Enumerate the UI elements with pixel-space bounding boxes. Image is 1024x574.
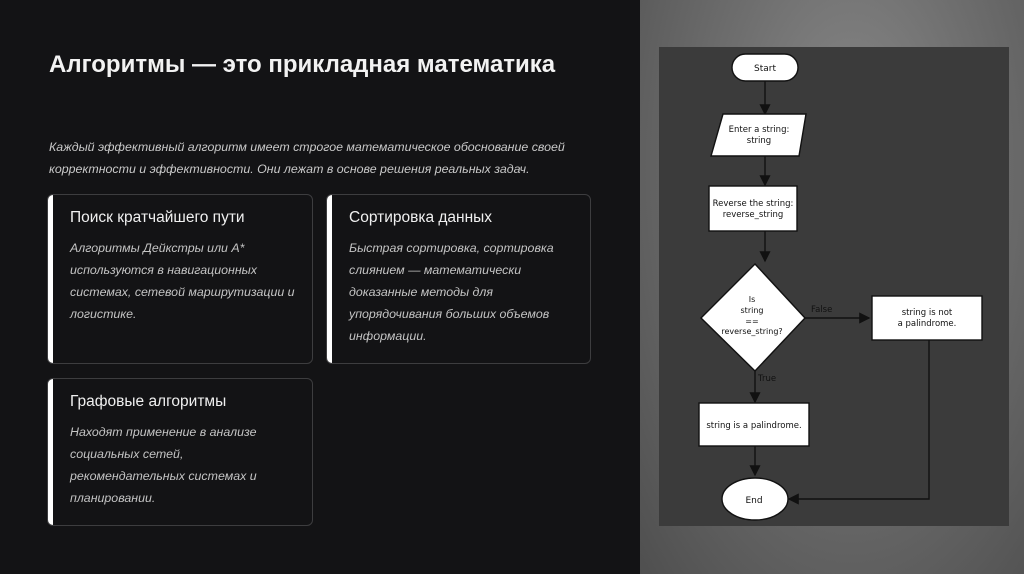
decision-label-line1: Is xyxy=(748,295,756,304)
not-palindrome-line2: a palindrome. xyxy=(897,319,957,329)
input-label-line2: string xyxy=(746,136,772,146)
decision-label-line4: reverse_string? xyxy=(721,327,783,336)
card-graph-algorithms xyxy=(47,378,313,526)
slide-intro: Каждый эффективный алгоритм имеет строгое математическое обоснование своей корректности и эффективности. Они лежат в основе решения реальных задач. xyxy=(49,140,565,176)
arrow-not-palindrome-to-end xyxy=(789,340,929,499)
process-label-line2: reverse_string xyxy=(722,210,784,220)
start-label: Start xyxy=(754,64,776,74)
palindrome-label: string is a palindrome. xyxy=(706,421,802,431)
card-accent-bar xyxy=(48,195,53,363)
card-title: Сортировка данных xyxy=(349,209,493,226)
flowchart-image xyxy=(659,47,1009,526)
process-label-line1: Reverse the string: xyxy=(712,199,794,209)
false-branch-label: False xyxy=(811,305,833,315)
card-title: Графовые алгоритмы xyxy=(70,393,227,410)
true-branch-label: True xyxy=(758,374,777,384)
card-body: Находят применение в анализе социальных сетей, рекомендательных системах и планировании. xyxy=(70,425,257,505)
card-body: Быстрая сортировка, сортировка слиянием — математически доказанные методы для упорядочивания больших объемов информации. xyxy=(349,241,554,343)
card-accent-bar xyxy=(48,379,53,525)
card-title: Поиск кратчайшего пути xyxy=(70,209,245,226)
not-palindrome-output xyxy=(872,296,982,340)
flowchart-diagram xyxy=(659,47,1009,526)
input-label-line1: Enter a string: xyxy=(728,125,790,135)
input-step xyxy=(711,114,806,156)
not-palindrome-line1: string is not xyxy=(901,308,953,318)
decision-label-line2: string xyxy=(740,306,764,315)
decision-label-line3: == xyxy=(745,317,759,326)
card-sorting xyxy=(326,194,591,364)
end-label: End xyxy=(745,496,763,506)
card-accent-bar xyxy=(327,195,332,363)
card-body: Алгоритмы Дейкстры или A* используются в навигационных системах, сетевой маршрутизации и логистике. xyxy=(70,241,295,321)
card-shortest-path xyxy=(47,194,313,364)
slide-title: Алгоритмы — это прикладная математика xyxy=(49,51,556,78)
